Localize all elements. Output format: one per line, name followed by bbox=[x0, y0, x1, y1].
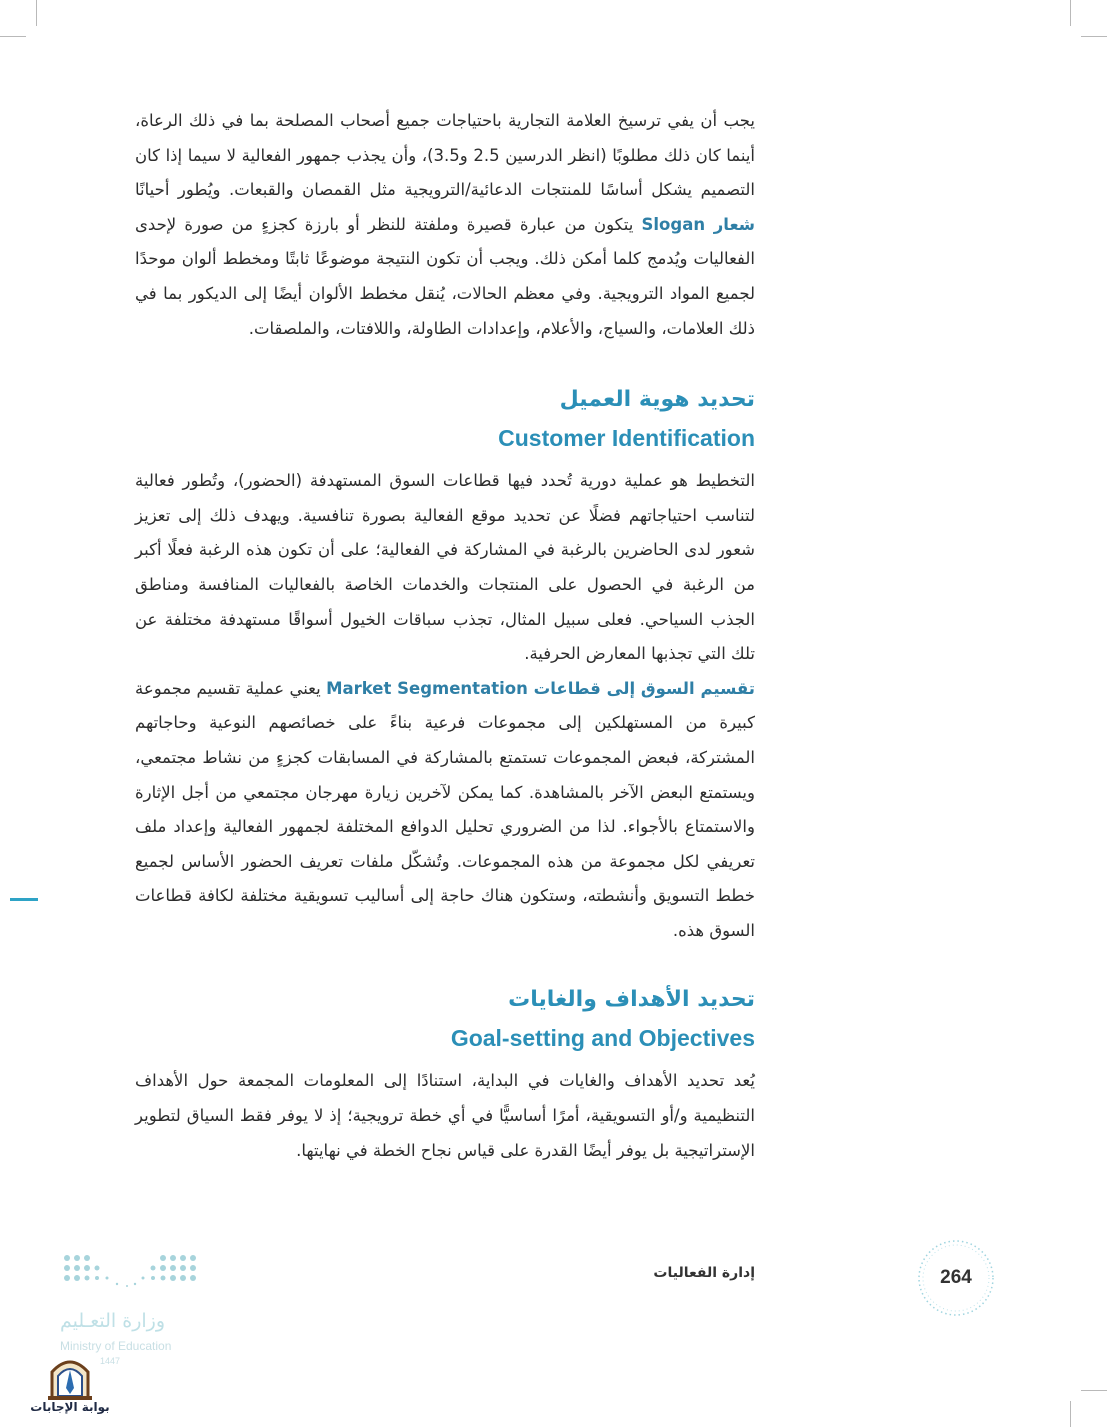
heading-customer-identification-ar: تحديد هوية العميل bbox=[559, 387, 755, 413]
term-market-segmentation: تقسيم السوق إلى قطاعات Market Segmentation bbox=[326, 678, 756, 698]
footer-book-title: إدارة الفعاليات bbox=[653, 1265, 755, 1281]
term-slogan: شعار Slogan bbox=[641, 214, 755, 234]
ministry-name-ar: وزارة التعـليم bbox=[60, 1310, 166, 1332]
ministry-year: 1447 bbox=[100, 1356, 121, 1366]
paragraph-branding bbox=[135, 104, 755, 346]
paragraph-goals: يُعد تحديد الأهداف والغايات في البداية، استنادًا إلى المعلومات المجمعة حول الأهداف التنظيمية و/أو التسويقية، أمرًا أساسيًّا في أي خطة ترويجية؛ إذ لا يوفر فقط السياق لتطوير الإستراتيجية بل يوفر أيضًا القدرة على قياس نجاح الخطة في نهايتها. bbox=[135, 1071, 755, 1160]
paragraph-text: يجب أن يفي ترسيخ العلامة التجارية باحتياجات جميع أصحاب المصلحة بما في ذلك الرعاة، أينما كان ذلك مطلوبًا (انظر الدرسين 2.5 و3.5)، وأن يجذب جمهور الفعالية لا سيما إذا كان التصميم يشكل أساسًا للمنتجات الدعائية/الترويجية مثل القمصان والقبعات. ويُطور أحيانًا bbox=[135, 111, 755, 200]
portal-logo-icon bbox=[30, 1350, 110, 1427]
paragraph-text: يعني عملية تقسيم مجموعة كبيرة من المستهلكين إلى مجموعات فرعية بناءً على خصائصهم النوعية وحاجاتهم المشتركة، فبعض المجموعات تستمتع بالمشاركة في المسابقات كجزءٍ من نشاط مجتمعي، ويستمتع البعض الآخر بالمشاهدة. كما يمكن لآخرين زيارة مهرجان مجتمعي من أجل الإثارة والاستمتاع بالأجواء. لذا من الضروري تحليل الدوافع المختلفة لجمهور الفعالية وإعداد ملف تعريفي لكل مجموعة من هذه المجموعات. وتُشكّل ملفات تعريف الحضور الأساس لجميع خطط التسويق وأنشطته، وستكون هناك حاجة إلى أساليب تسويقية مختلفة لكافة قطاعات السوق هذه. bbox=[135, 678, 755, 940]
portal-name: بوابة الإجابات bbox=[30, 1400, 110, 1414]
paragraph-planning: التخطيط هو عملية دورية تُحدد فيها قطاعات السوق المستهدفة (الحضور)، وتُطور فعالية لتناسب احتياجاتهم فضلًا عن تحديد موقع الفعالية بصورة تنافسية. ويهدف ذلك إلى تعزيز شعور لدى الحاضرين بالرغبة في المشاركة في الفعالية؛ على أن تكون هذه الرغبة فعلًا أكبر من الرغبة في الحصول على المنتجات والخدمات الخاصة بالفعاليات المنافسة ومناطق الجذب السياحي. فعلى سبيل المثال، تجذب سباقات الخيول أسواقًا مستهدفة مختلفة عن تلك التي تجذبها المعارض الحرفية. bbox=[135, 471, 755, 664]
paragraph-segmentation bbox=[135, 672, 755, 949]
heading-customer-identification-en: Customer Identification bbox=[498, 425, 755, 452]
crop-mark bbox=[36, 0, 37, 26]
heading-goal-setting-en: Goal-setting and Objectives bbox=[450, 1025, 755, 1052]
crop-mark bbox=[1081, 36, 1107, 37]
crop-mark bbox=[1081, 1390, 1107, 1391]
crop-mark bbox=[0, 36, 26, 37]
heading-goal-setting-ar: تحديد الأهداف والغايات bbox=[508, 987, 755, 1013]
page-body bbox=[135, 104, 755, 1168]
side-marker bbox=[10, 898, 38, 901]
crop-mark bbox=[1070, 1401, 1071, 1427]
page-number: 264 bbox=[940, 1267, 972, 1288]
paragraph-text: يتكون من عبارة قصيرة وملفتة للنظر أو بارزة كجزءٍ من صورة لإحدى الفعاليات ويُدمج كلما أمكن ذلك. ويجب أن تكون النتيجة موضوعًا ثابتًا ومخطط ألوان موحدًا لجميع المواد الترويجية. وفي معظم الحالات، يُنقل مخطط الألوان أيضًا إلى الديكور بما في ذلك العلامات، والسياج، والأعلام، وإعدادات الطاولة، واللافتات، والملصقات. bbox=[135, 214, 755, 338]
ministry-name-en: Ministry of Education bbox=[60, 1339, 172, 1353]
crop-mark bbox=[1070, 0, 1071, 26]
page-number-badge bbox=[917, 1239, 995, 1317]
